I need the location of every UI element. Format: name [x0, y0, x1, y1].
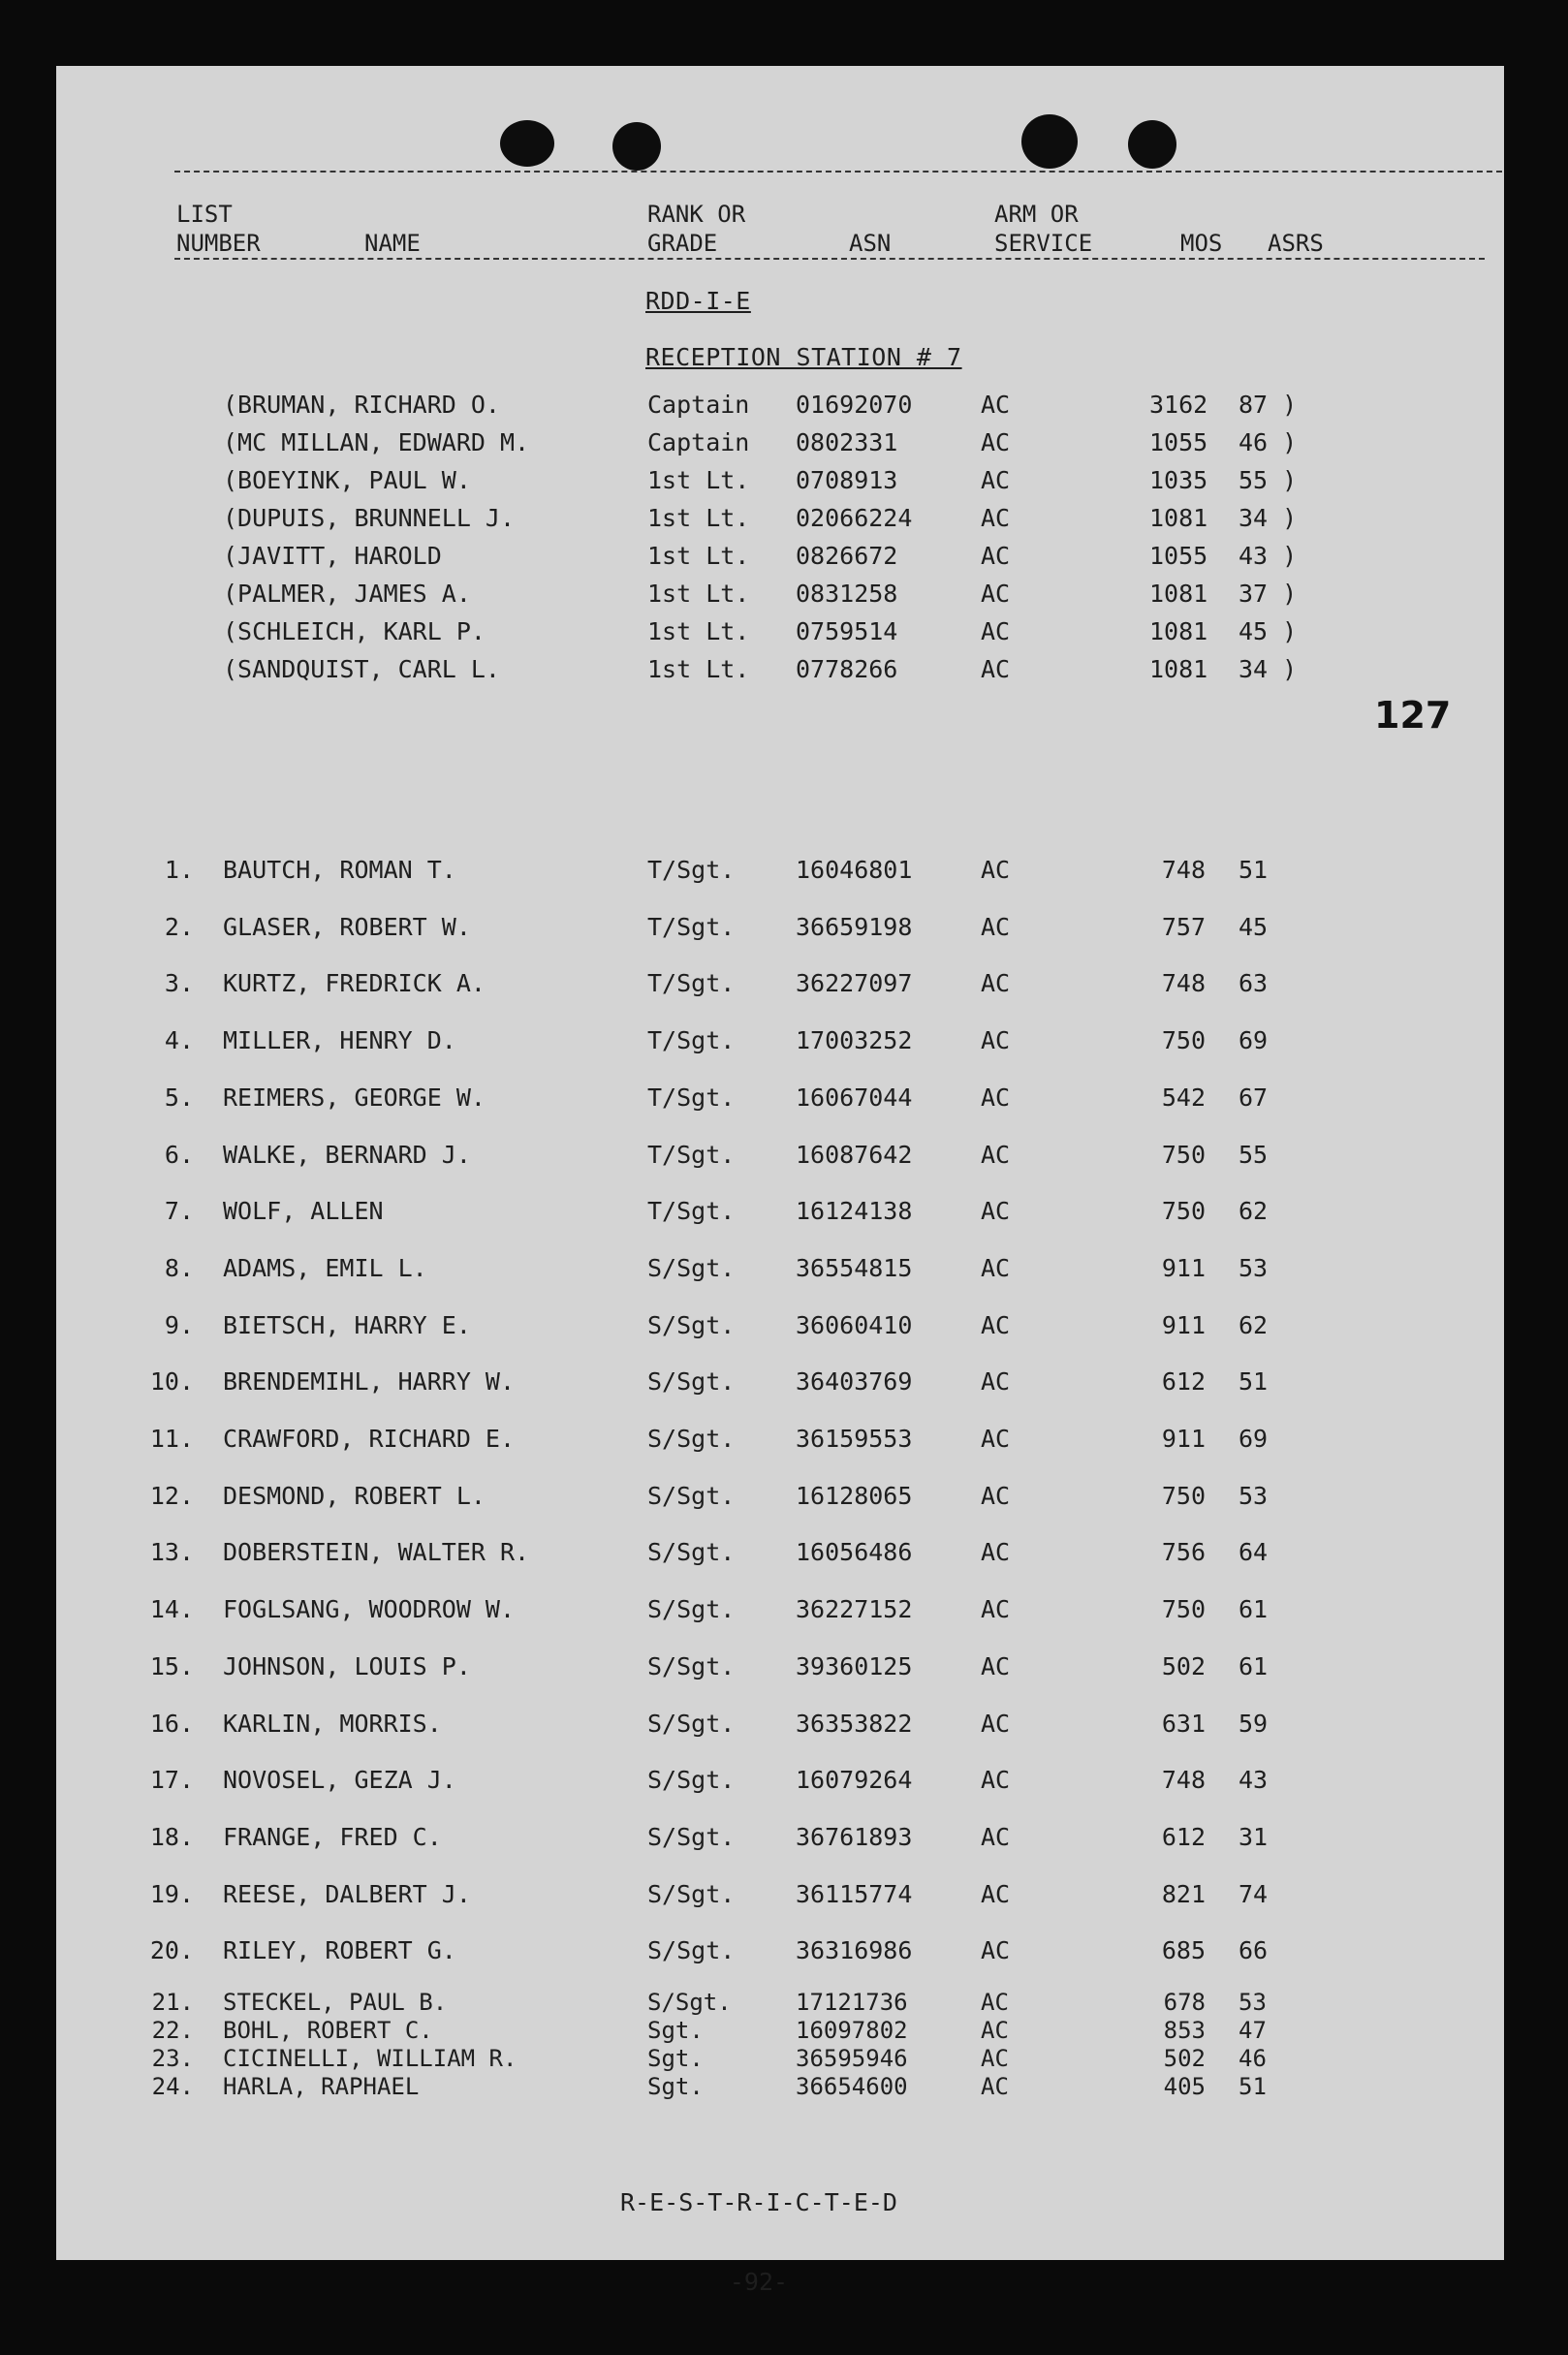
cell-asrs: 53 — [1239, 1481, 1269, 1510]
cell-rank: T/Sgt. — [647, 856, 736, 884]
page-stamp-number: 127 — [1374, 694, 1452, 737]
cell-name: BAUTCH, ROMAN T. — [223, 856, 456, 884]
cell-asrs: 51 — [1239, 1367, 1269, 1397]
cell-asrs: 53 — [1239, 1253, 1269, 1282]
cell-arm: AC — [981, 1197, 1011, 1226]
cell-name: (DUPUIS, BRUNNELL J. — [223, 504, 516, 532]
cell-arm: AC — [981, 2073, 1009, 2100]
cell-num: 16. — [149, 1709, 194, 1738]
cell-asrs: 51 — [1239, 856, 1269, 884]
cell-asn: 0826672 — [796, 542, 898, 570]
cell-asrs: 74 — [1239, 1879, 1269, 1908]
cell-mos: 911 — [1161, 1253, 1206, 1282]
table-row — [56, 1307, 1504, 1344]
cell-asn: 36403769 — [796, 1367, 913, 1397]
cell-arm: AC — [981, 1083, 1011, 1112]
cell-name: CRAWFORD, RICHARD E. — [223, 1425, 516, 1453]
cell-num: 3. — [164, 969, 194, 998]
cell-asn: 0759514 — [796, 617, 898, 645]
cell-rank: T/Sgt. — [647, 1197, 736, 1226]
cell-asrs: 34 ) — [1239, 655, 1298, 683]
cell-arm: AC — [981, 1310, 1011, 1339]
cell-num: 22. — [151, 2017, 194, 2044]
cell-name: STECKEL, PAUL B. — [223, 1989, 448, 2016]
cell-name: KURTZ, FREDRICK A. — [223, 969, 486, 998]
cell-num: 12. — [149, 1481, 194, 1510]
cell-asrs: 66 — [1239, 1936, 1269, 1965]
cell-asrs: 61 — [1239, 1595, 1269, 1624]
cell-asrs: 55 ) — [1239, 466, 1298, 494]
cell-rank: S/Sgt. — [647, 1766, 736, 1795]
cell-asrs: 63 — [1239, 969, 1269, 998]
cell-num: 6. — [164, 1140, 194, 1169]
table-row — [56, 613, 1504, 650]
cell-mos: 750 — [1161, 1140, 1206, 1169]
cell-asrs: 67 — [1239, 1083, 1269, 1112]
cell-name: CICINELLI, WILLIAM R. — [223, 2045, 517, 2072]
cell-rank: S/Sgt. — [647, 1538, 736, 1567]
cell-mos: 756 — [1161, 1538, 1206, 1567]
cell-rank: S/Sgt. — [647, 1595, 736, 1624]
cell-name: KARLIN, MORRIS. — [223, 1709, 442, 1738]
cell-asn: 36159553 — [796, 1425, 913, 1453]
cell-mos: 750 — [1161, 1595, 1206, 1624]
table-row — [56, 1137, 1504, 1174]
table-row — [56, 1819, 1504, 1856]
cell-mos: 748 — [1161, 1766, 1206, 1795]
cell-asrs: 43 ) — [1239, 542, 1298, 570]
cell-asn: 36227097 — [796, 969, 913, 998]
document-page — [56, 66, 1504, 2296]
cell-rank: 1st Lt. — [647, 580, 750, 608]
cell-rank: Sgt. — [647, 2073, 704, 2100]
cell-name: FOGLSANG, WOODROW W. — [223, 1595, 516, 1624]
cell-mos: 542 — [1161, 1083, 1206, 1112]
header-arm: ARM OR — [994, 201, 1079, 228]
cell-asn: 16128065 — [796, 1481, 913, 1510]
table-row — [56, 2017, 1504, 2045]
cell-rank: T/Sgt. — [647, 969, 736, 998]
table-row — [56, 424, 1504, 461]
cell-mos: 1081 — [1149, 504, 1208, 532]
cell-mos: 612 — [1161, 1367, 1206, 1397]
table-row — [56, 1364, 1504, 1400]
cell-mos: 911 — [1161, 1425, 1206, 1453]
cell-mos: 502 — [1161, 1651, 1206, 1680]
cell-name: NOVOSEL, GEZA J. — [223, 1766, 456, 1795]
cell-name: BRENDEMIHL, HARRY W. — [223, 1367, 516, 1397]
table-row — [56, 852, 1504, 889]
cell-asrs: 69 — [1239, 1425, 1269, 1453]
cell-asrs: 62 — [1239, 1310, 1269, 1339]
cell-rank: 1st Lt. — [647, 542, 750, 570]
table-row — [56, 1762, 1504, 1799]
cell-arm: AC — [981, 1140, 1011, 1169]
cell-asn: 16087642 — [796, 1140, 913, 1169]
cell-arm: AC — [981, 1989, 1009, 2016]
cell-name: JOHNSON, LOUIS P. — [223, 1651, 471, 1680]
cell-asrs: 51 — [1239, 2073, 1267, 2100]
table-row — [56, 2073, 1504, 2101]
cell-num: 8. — [164, 1253, 194, 1282]
cell-asn: 36353822 — [796, 1709, 913, 1738]
cell-asn: 17121736 — [796, 1989, 908, 2016]
cell-arm: AC — [981, 1936, 1011, 1965]
punch-hole — [1128, 120, 1176, 169]
cell-arm: AC — [981, 1026, 1011, 1055]
cell-asn: 36761893 — [796, 1822, 913, 1851]
cell-rank: 1st Lt. — [647, 504, 750, 532]
header-number: NUMBER — [176, 230, 261, 257]
cell-num: 19. — [149, 1879, 194, 1908]
cell-num: 20. — [149, 1936, 194, 1965]
cell-rank: Sgt. — [647, 2017, 704, 2044]
cell-num: 10. — [149, 1367, 194, 1397]
cell-rank: S/Sgt. — [647, 1989, 732, 2016]
cell-arm: AC — [981, 1538, 1011, 1567]
cell-num: 18. — [149, 1822, 194, 1851]
cell-asn: 0802331 — [796, 428, 898, 456]
cell-asrs: 55 — [1239, 1140, 1269, 1169]
table-row — [56, 1421, 1504, 1458]
cell-arm: AC — [981, 1367, 1011, 1397]
cell-asn: 16097802 — [796, 2017, 908, 2044]
cell-asn: 0831258 — [796, 580, 898, 608]
cell-arm: AC — [981, 1425, 1011, 1453]
cell-asn: 36595946 — [796, 2045, 908, 2072]
cell-num: 15. — [149, 1651, 194, 1680]
cell-asn: 36654600 — [796, 2073, 908, 2100]
cell-mos: 750 — [1161, 1481, 1206, 1510]
cell-rank: T/Sgt. — [647, 1026, 736, 1055]
cell-rank: T/Sgt. — [647, 1083, 736, 1112]
header-grade: GRADE — [647, 230, 718, 257]
cell-name: GLASER, ROBERT W. — [223, 912, 471, 941]
header-rule — [174, 258, 1485, 260]
cell-num: 14. — [149, 1595, 194, 1624]
cell-arm: AC — [981, 1822, 1011, 1851]
cell-asrs: 61 — [1239, 1651, 1269, 1680]
cell-num: 7. — [164, 1197, 194, 1226]
section-station: RECEPTION STATION # 7 — [645, 343, 962, 371]
cell-asrs: 87 ) — [1239, 391, 1298, 419]
table-row — [56, 965, 1504, 1002]
cell-arm: AC — [981, 1595, 1011, 1624]
cell-name: FRANGE, FRED C. — [223, 1822, 442, 1851]
cell-rank: S/Sgt. — [647, 1253, 736, 1282]
cell-rank: T/Sgt. — [647, 1140, 736, 1169]
cell-asrs: 46 — [1239, 2045, 1267, 2072]
cell-arm: AC — [981, 1709, 1011, 1738]
cell-asrs: 64 — [1239, 1538, 1269, 1567]
cell-arm: AC — [981, 466, 1011, 494]
cell-name: ADAMS, EMIL L. — [223, 1253, 427, 1282]
cell-asn: 16079264 — [796, 1766, 913, 1795]
cell-asrs: 43 — [1239, 1766, 1269, 1795]
cell-asn: 17003252 — [796, 1026, 913, 1055]
cell-name: REESE, DALBERT J. — [223, 1879, 471, 1908]
table-row — [56, 1534, 1504, 1571]
cell-mos: 1081 — [1149, 617, 1208, 645]
cell-num: 2. — [164, 912, 194, 941]
table-row — [56, 1648, 1504, 1685]
table-row — [56, 500, 1504, 537]
cell-rank: T/Sgt. — [647, 912, 736, 941]
header-list: LIST — [176, 201, 233, 228]
header-rank: RANK OR — [647, 201, 746, 228]
cell-mos: 911 — [1161, 1310, 1206, 1339]
cell-arm: AC — [981, 580, 1011, 608]
punch-hole — [500, 120, 554, 167]
cell-rank: S/Sgt. — [647, 1822, 736, 1851]
cell-num: 24. — [151, 2073, 194, 2100]
cell-asrs: 69 — [1239, 1026, 1269, 1055]
cell-mos: 612 — [1161, 1822, 1206, 1851]
cell-mos: 1055 — [1149, 428, 1208, 456]
header-mos: MOS — [1180, 230, 1223, 257]
table-row — [56, 538, 1504, 575]
table-row — [56, 2045, 1504, 2073]
cell-rank: S/Sgt. — [647, 1367, 736, 1397]
cell-name: (BRUMAN, RICHARD O. — [223, 391, 500, 419]
cell-asn: 36115774 — [796, 1879, 913, 1908]
cell-mos: 1081 — [1149, 580, 1208, 608]
cell-asrs: 47 — [1239, 2017, 1267, 2044]
cell-mos: 748 — [1161, 856, 1206, 884]
cell-asrs: 46 ) — [1239, 428, 1298, 456]
cell-num: 11. — [149, 1425, 194, 1453]
table-row — [56, 387, 1504, 424]
cell-rank: Captain — [647, 428, 750, 456]
cell-arm: AC — [981, 617, 1011, 645]
cell-asrs: 45 ) — [1239, 617, 1298, 645]
cell-num: 5. — [164, 1083, 194, 1112]
table-row — [56, 1250, 1504, 1287]
cell-asn: 02066224 — [796, 504, 913, 532]
cell-mos: 678 — [1163, 1989, 1206, 2016]
cell-asrs: 37 ) — [1239, 580, 1298, 608]
cell-arm: AC — [981, 969, 1011, 998]
header-service: SERVICE — [994, 230, 1093, 257]
cell-arm: AC — [981, 1766, 1011, 1795]
cell-rank: Captain — [647, 391, 750, 419]
cell-asrs: 34 ) — [1239, 504, 1298, 532]
cell-mos: 502 — [1163, 2045, 1206, 2072]
cell-asn: 36060410 — [796, 1310, 913, 1339]
cell-num: 9. — [164, 1310, 194, 1339]
cell-mos: 750 — [1161, 1197, 1206, 1226]
cell-name: BOHL, ROBERT C. — [223, 2017, 433, 2044]
cell-asrs: 53 — [1239, 1989, 1267, 2016]
page-number: -92- — [729, 2268, 789, 2296]
cell-arm: AC — [981, 2017, 1009, 2044]
cell-asn: 36227152 — [796, 1595, 913, 1624]
cell-mos: 1081 — [1149, 655, 1208, 683]
cell-num: 23. — [151, 2045, 194, 2072]
punch-hole — [1021, 114, 1078, 169]
cell-asrs: 62 — [1239, 1197, 1269, 1226]
cell-rank: 1st Lt. — [647, 617, 750, 645]
header-asn: ASN — [849, 230, 892, 257]
cell-name: (BOEYINK, PAUL W. — [223, 466, 471, 494]
cell-asn: 0708913 — [796, 466, 898, 494]
table-row — [56, 576, 1504, 612]
cell-asn: 0778266 — [796, 655, 898, 683]
cell-asn: 16067044 — [796, 1083, 913, 1112]
cell-num: 4. — [164, 1026, 194, 1055]
cell-name: (MC MILLAN, EDWARD M. — [223, 428, 530, 456]
table-row — [56, 1193, 1504, 1230]
cell-rank: 1st Lt. — [647, 655, 750, 683]
cell-mos: 821 — [1161, 1879, 1206, 1908]
section-code: RDD-I-E — [645, 287, 751, 315]
cell-name: (PALMER, JAMES A. — [223, 580, 471, 608]
cell-num: 1. — [164, 856, 194, 884]
header-name: NAME — [364, 230, 421, 257]
cell-num: 17. — [149, 1766, 194, 1795]
cell-name: (JAVITT, HAROLD — [223, 542, 442, 570]
cell-arm: AC — [981, 1253, 1011, 1282]
cell-name: WALKE, BERNARD J. — [223, 1140, 471, 1169]
punch-hole — [612, 122, 661, 171]
cell-arm: AC — [981, 504, 1011, 532]
cell-name: RILEY, ROBERT G. — [223, 1936, 456, 1965]
table-row — [56, 651, 1504, 688]
cell-asn: 36316986 — [796, 1936, 913, 1965]
cell-asn: 36659198 — [796, 912, 913, 941]
cell-rank: S/Sgt. — [647, 1651, 736, 1680]
top-rule — [174, 171, 1502, 173]
cell-num: 21. — [151, 1989, 194, 2016]
cell-arm: AC — [981, 856, 1011, 884]
table-row — [56, 1989, 1504, 2017]
cell-mos: 748 — [1161, 969, 1206, 998]
table-row — [56, 909, 1504, 946]
cell-arm: AC — [981, 428, 1011, 456]
cell-rank: S/Sgt. — [647, 1310, 736, 1339]
table-row — [56, 1932, 1504, 1969]
cell-rank: 1st Lt. — [647, 466, 750, 494]
cell-asrs: 31 — [1239, 1822, 1269, 1851]
cell-asn: 36554815 — [796, 1253, 913, 1282]
cell-arm: AC — [981, 1879, 1011, 1908]
cell-asn: 16056486 — [796, 1538, 913, 1567]
cell-num: 13. — [149, 1538, 194, 1567]
table-row — [56, 1080, 1504, 1116]
cell-arm: AC — [981, 655, 1011, 683]
cell-arm: AC — [981, 2045, 1009, 2072]
cell-mos: 750 — [1161, 1026, 1206, 1055]
cell-mos: 631 — [1161, 1709, 1206, 1738]
cell-name: HARLA, RAPHAEL — [223, 2073, 420, 2100]
table-row — [56, 1591, 1504, 1628]
cell-arm: AC — [981, 1481, 1011, 1510]
cell-asn: 16124138 — [796, 1197, 913, 1226]
cell-mos: 405 — [1163, 2073, 1206, 2100]
cell-arm: AC — [981, 912, 1011, 941]
cell-name: WOLF, ALLEN — [223, 1197, 384, 1226]
cell-name: DESMOND, ROBERT L. — [223, 1481, 486, 1510]
table-row — [56, 1706, 1504, 1743]
table-row — [56, 462, 1504, 499]
cell-mos: 3162 — [1149, 391, 1208, 419]
cell-asrs: 59 — [1239, 1709, 1269, 1738]
cell-mos: 1055 — [1149, 542, 1208, 570]
header-asrs: ASRS — [1268, 230, 1324, 257]
cell-name: (SANDQUIST, CARL L. — [223, 655, 500, 683]
cell-asn: 01692070 — [796, 391, 913, 419]
cell-name: DOBERSTEIN, WALTER R. — [223, 1538, 530, 1567]
cell-name: MILLER, HENRY D. — [223, 1026, 456, 1055]
cell-rank: S/Sgt. — [647, 1481, 736, 1510]
cell-arm: AC — [981, 542, 1011, 570]
cell-asrs: 45 — [1239, 912, 1269, 941]
cell-mos: 1035 — [1149, 466, 1208, 494]
cell-arm: AC — [981, 1651, 1011, 1680]
cell-name: BIETSCH, HARRY E. — [223, 1310, 471, 1339]
cell-mos: 757 — [1161, 912, 1206, 941]
cell-asn: 16046801 — [796, 856, 913, 884]
footer — [620, 2130, 897, 2355]
table-row — [56, 1022, 1504, 1059]
table-row — [56, 1876, 1504, 1913]
cell-rank: Sgt. — [647, 2045, 704, 2072]
cell-mos: 685 — [1161, 1936, 1206, 1965]
cell-rank: S/Sgt. — [647, 1879, 736, 1908]
cell-asn: 39360125 — [796, 1651, 913, 1680]
cell-rank: S/Sgt. — [647, 1425, 736, 1453]
classification-mark: R-E-S-T-R-I-C-T-E-D — [620, 2188, 897, 2216]
table-row — [56, 1478, 1504, 1515]
cell-name: REIMERS, GEORGE W. — [223, 1083, 486, 1112]
cell-rank: S/Sgt. — [647, 1709, 736, 1738]
cell-mos: 853 — [1163, 2017, 1206, 2044]
cell-name: (SCHLEICH, KARL P. — [223, 617, 486, 645]
cell-rank: S/Sgt. — [647, 1936, 736, 1965]
cell-arm: AC — [981, 391, 1011, 419]
